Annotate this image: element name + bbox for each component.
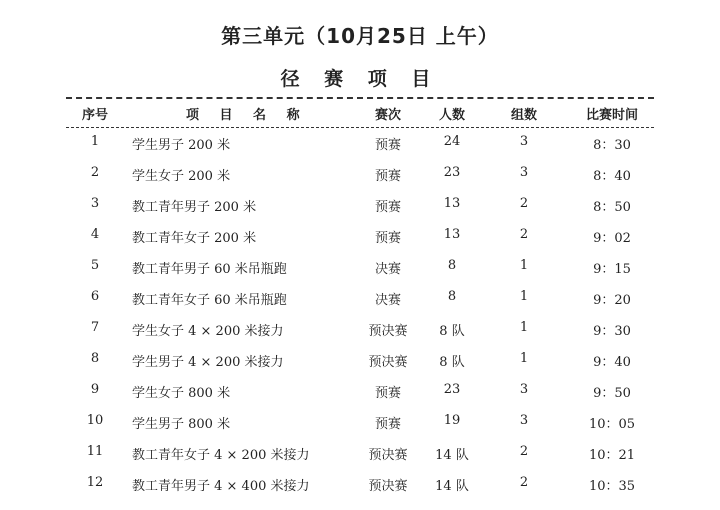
cell-time: 9：02 [593,231,631,246]
cell-people: 24 [443,134,461,149]
cell-groups: 3 [519,413,529,428]
cell-event-name: 学生男子 200 米 [132,138,231,153]
cell-no: 11 [86,444,104,459]
cell-groups: 3 [519,134,529,149]
cell-people: 8 队 [439,355,465,370]
table-row [0,134,720,154]
cell-time: 8：40 [593,169,631,184]
cell-people: 23 [443,165,461,180]
table-row [0,413,720,433]
cell-time: 10：21 [588,448,636,463]
cell-groups: 2 [519,475,529,490]
cell-round: 预赛 [374,169,401,184]
cell-round: 预赛 [374,200,401,215]
cell-event-name: 学生女子 800 米 [132,386,231,401]
cell-people: 13 [443,227,461,242]
cell-people: 8 [447,258,457,273]
cell-round: 决赛 [374,262,401,277]
cell-no: 4 [90,227,100,242]
cell-people: 14 队 [435,479,469,494]
cell-no: 3 [90,196,100,211]
cell-time: 9：50 [593,386,631,401]
cell-time: 9：40 [593,355,631,370]
cell-no: 9 [90,382,100,397]
cell-no: 6 [90,289,100,304]
cell-no: 5 [90,258,100,273]
cell-event-name: 教工青年女子 4 × 200 米接力 [132,448,310,463]
cell-groups: 2 [519,227,529,242]
section-subtitle: 径 赛 项 目 [280,68,440,90]
header-time: 比赛时间 [585,108,638,123]
header-people: 人数 [438,108,465,123]
cell-round: 预赛 [374,417,401,432]
cell-round: 预赛 [374,386,401,401]
table-row [0,196,720,216]
header-groups: 组数 [510,108,537,123]
cell-round: 预赛 [374,138,401,153]
cell-round: 预决赛 [368,324,408,339]
cell-groups: 1 [519,320,529,335]
cell-no: 10 [86,413,104,428]
cell-people: 14 队 [435,448,469,463]
cell-groups: 2 [519,444,529,459]
table-row [0,382,720,402]
cell-event-name: 学生男子 800 米 [132,417,231,432]
cell-event-name: 教工青年男子 60 米吊瓶跑 [132,262,287,277]
table-row [0,165,720,185]
cell-no: 2 [90,165,100,180]
page-title: 第三单元（10月25日 上午） [221,24,499,48]
cell-round: 决赛 [374,293,401,308]
cell-people: 13 [443,196,461,211]
table-row [0,351,720,371]
cell-event-name: 学生男子 4 × 200 米接力 [132,355,284,370]
table-top-rule [66,97,654,99]
header-name: 项 目 名 称 [186,108,308,123]
cell-time: 9：30 [593,324,631,339]
cell-time: 9：15 [593,262,631,277]
header-no: 序号 [81,108,108,123]
cell-round: 预决赛 [368,448,408,463]
cell-no: 8 [90,351,100,366]
table-row [0,475,720,495]
cell-event-name: 教工青年女子 60 米吊瓶跑 [132,293,287,308]
cell-people: 23 [443,382,461,397]
cell-event-name: 教工青年男子 4 × 400 米接力 [132,479,310,494]
cell-event-name: 学生女子 200 米 [132,169,231,184]
cell-event-name: 教工青年女子 200 米 [132,231,257,246]
cell-round: 预决赛 [368,479,408,494]
table-row [0,444,720,464]
cell-no: 7 [90,320,100,335]
cell-groups: 1 [519,258,529,273]
table-row [0,289,720,309]
cell-time: 8：50 [593,200,631,215]
cell-time: 10：35 [588,479,636,494]
cell-groups: 3 [519,165,529,180]
table-header-rule [66,127,654,128]
cell-event-name: 教工青年男子 200 米 [132,200,257,215]
cell-groups: 1 [519,289,529,304]
cell-round: 预赛 [374,231,401,246]
cell-time: 10：05 [588,417,636,432]
cell-people: 8 队 [439,324,465,339]
table-row [0,227,720,247]
cell-time: 9：20 [593,293,631,308]
cell-people: 8 [447,289,457,304]
cell-groups: 3 [519,382,529,397]
cell-round: 预决赛 [368,355,408,370]
cell-groups: 1 [519,351,529,366]
cell-groups: 2 [519,196,529,211]
cell-people: 19 [443,413,461,428]
cell-time: 8：30 [593,138,631,153]
table-row [0,258,720,278]
cell-event-name: 学生女子 4 × 200 米接力 [132,324,284,339]
cell-no: 1 [90,134,100,149]
header-round: 赛次 [374,108,401,123]
cell-no: 12 [86,475,104,490]
table-row [0,320,720,340]
